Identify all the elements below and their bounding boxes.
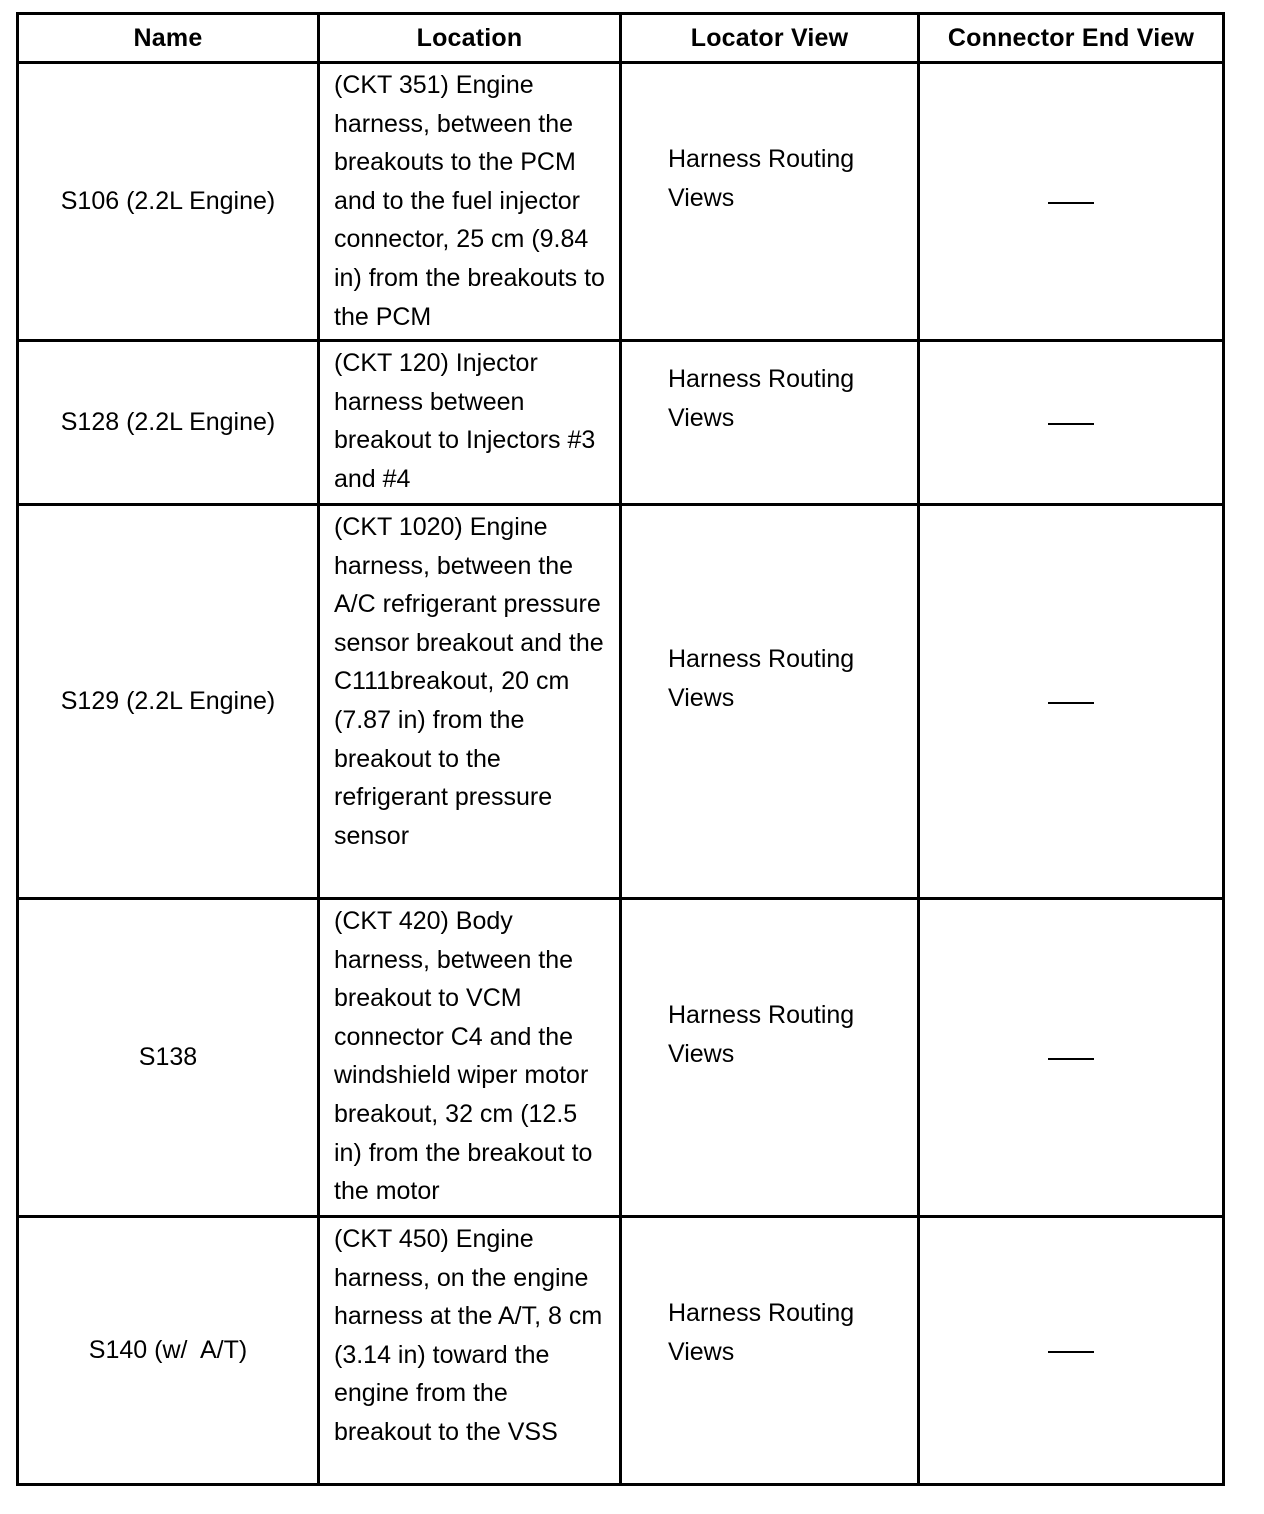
splice-name: S128 (2.2L Engine) (18, 341, 319, 505)
splice-name: S138 (18, 899, 319, 1217)
locator-view-cell (621, 505, 919, 899)
connector-end-view-value (1094, 182, 1095, 183)
empty-dash (1048, 1351, 1094, 1353)
locator-view-text: Harness Routing Views (668, 1299, 855, 1366)
splice-location: (CKT 120) Injector harness between breakout to Injectors #3 and #4 (319, 341, 621, 505)
header-name: Name (18, 14, 319, 63)
empty-dash (1048, 202, 1094, 204)
header-location: Location (319, 14, 621, 63)
connector-end-view-value (1094, 1038, 1095, 1039)
locator-view-cell (621, 1217, 919, 1485)
table-row (18, 341, 1224, 505)
splice-location-table (16, 12, 1225, 1486)
splice-location: (CKT 420) Body harness, between the breakout to VCM connector C4 and the windshield wiper motor breakout, 32 cm (12.5 in) from the breakout to the motor (319, 899, 621, 1217)
connector-end-view-value (1094, 682, 1095, 683)
empty-dash (1048, 1058, 1094, 1060)
splice-location: (CKT 1020) Engine harness, between the A/C refrigerant pressure sensor breakout and the C111breakout, 20 cm (7.87 in) from the breakout to the refrigerant pressure sensor (319, 505, 621, 899)
table-row (18, 505, 1224, 899)
splice-name: S129 (2.2L Engine) (18, 505, 319, 899)
table-row (18, 63, 1224, 341)
splice-name: S140 (w/ A/T) (18, 1217, 319, 1485)
splice-location: (CKT 351) Engine harness, between the breakouts to the PCM and to the fuel injector connector, 25 cm (9.84 in) from the breakouts to the PCM (319, 63, 621, 341)
locator-view-text: Harness Routing Views (668, 1001, 855, 1068)
connector-end-view-cell (919, 1217, 1224, 1485)
connector-end-view-cell (919, 505, 1224, 899)
locator-view-cell (621, 341, 919, 505)
empty-dash (1048, 702, 1094, 704)
header-connector-end-view: Connector End View (919, 14, 1224, 63)
splice-name: S106 (2.2L Engine) (18, 63, 319, 341)
empty-dash (1048, 423, 1094, 425)
table-row (18, 1217, 1224, 1485)
header-locator-view: Locator View (621, 14, 919, 63)
connector-end-view-cell (919, 63, 1224, 341)
connector-end-view-value (1094, 403, 1095, 404)
header-row (18, 14, 1224, 63)
connector-end-view-cell (919, 899, 1224, 1217)
locator-view-text: Harness Routing Views (668, 645, 855, 712)
locator-view-text: Harness Routing Views (668, 365, 855, 432)
locator-view-text: Harness Routing Views (668, 145, 855, 212)
locator-view-cell (621, 63, 919, 341)
connector-end-view-cell (919, 341, 1224, 505)
splice-table-page (16, 12, 1222, 1486)
table-row (18, 899, 1224, 1217)
locator-view-cell (621, 899, 919, 1217)
connector-end-view-value (1094, 1331, 1095, 1332)
splice-location: (CKT 450) Engine harness, on the engine harness at the A/T, 8 cm (3.14 in) toward the engine from the breakout to the VSS (319, 1217, 621, 1485)
